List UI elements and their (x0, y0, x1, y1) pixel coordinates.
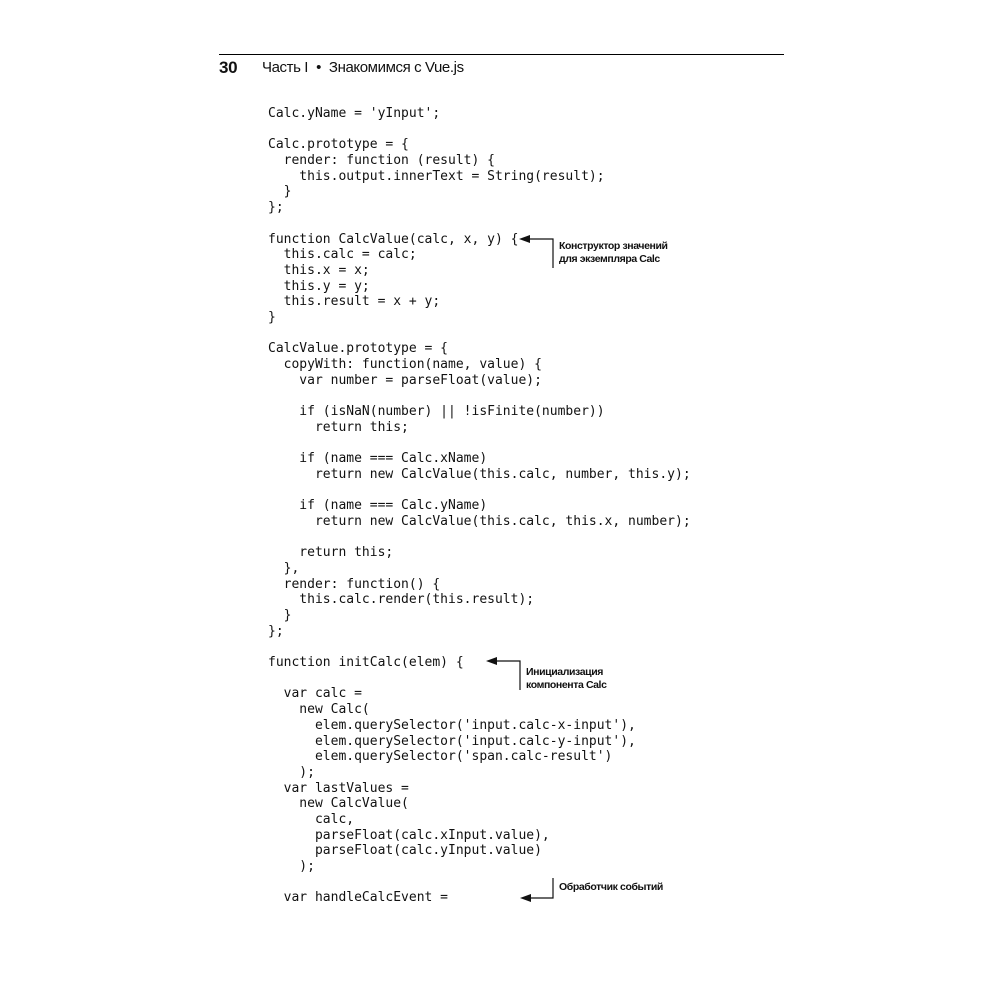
code-line: var handleCalcEvent = (268, 890, 449, 906)
bullet-separator: • (316, 59, 321, 76)
code-line: this.y = y; (268, 278, 370, 294)
arrow-init (486, 657, 520, 690)
code-line: elem.querySelector('input.calc-x-input'), (268, 717, 636, 733)
code-line: function initCalc(elem) { (268, 655, 464, 671)
callout-constructor-line1: Конструктор значений (559, 240, 668, 252)
code-line: this.result = x + y; (268, 294, 441, 310)
code-line: return this; (268, 419, 409, 435)
code-line: var lastValues = (268, 780, 409, 796)
code-line: this.x = x; (268, 262, 370, 278)
code-line: Calc.yName = 'yInput'; (268, 106, 441, 121)
arrow-constructor (519, 235, 553, 268)
code-line: } (268, 309, 276, 325)
callout-init-line1: Инициализация (526, 666, 603, 678)
code-line: this.output.innerText = String(result); (268, 168, 605, 184)
code-line: copyWith: function(name, value) { (268, 357, 542, 372)
code-line: ); (268, 764, 315, 780)
chapter-title: Знакомимся с Vue.js (328, 59, 464, 76)
code-line: this.calc.render(this.result); (268, 592, 535, 608)
code-line: elem.querySelector('input.calc-y-input'), (268, 733, 636, 749)
callout-constructor-line2: для экземпляра Calc (559, 253, 660, 265)
code-line: if (name === Calc.xName) (268, 451, 488, 467)
code-line: if (isNaN(number) || !isFinite(number)) (268, 404, 605, 420)
code-line: new CalcValue( (268, 796, 409, 812)
code-line: var number = parseFloat(value); (268, 372, 542, 388)
code-line: render: function (result) { (268, 153, 495, 169)
code-line: new Calc( (268, 702, 370, 718)
code-line: }; (268, 623, 284, 639)
arrow-handler (520, 878, 553, 902)
code-line: ); (268, 859, 315, 874)
code-line: }, (268, 560, 300, 576)
code-line: parseFloat(calc.yInput.value) (268, 843, 542, 859)
callout-init-line2: компонента Calc (526, 679, 607, 691)
code-line: render: function() { (268, 576, 441, 592)
code-line: if (name === Calc.yName) (268, 498, 488, 514)
code-line: } (268, 184, 292, 200)
code-line: var calc = (268, 686, 362, 702)
code-line: return this; (268, 545, 394, 561)
code-line: parseFloat(calc.xInput.value), (268, 827, 550, 843)
page-number: 30 (219, 58, 238, 77)
code-line: elem.querySelector('span.calc-result') (268, 749, 613, 765)
code-line: function CalcValue(calc, x, y) { (268, 231, 519, 247)
code-line: calc, (268, 811, 355, 827)
code-line: Calc.prototype = { (268, 137, 409, 153)
code-line: return new CalcValue(this.calc, number, this.y); (268, 466, 691, 482)
code-line: this.calc = calc; (268, 247, 417, 263)
code-line: } (268, 608, 292, 623)
code-line: }; (268, 200, 284, 216)
code-line: return new CalcValue(this.calc, this.x, number); (268, 513, 691, 529)
part-label: Часть I (262, 59, 309, 76)
callout-handler-line1: Обработчик событий (559, 881, 663, 893)
code-line: CalcValue.prototype = { (268, 341, 449, 357)
